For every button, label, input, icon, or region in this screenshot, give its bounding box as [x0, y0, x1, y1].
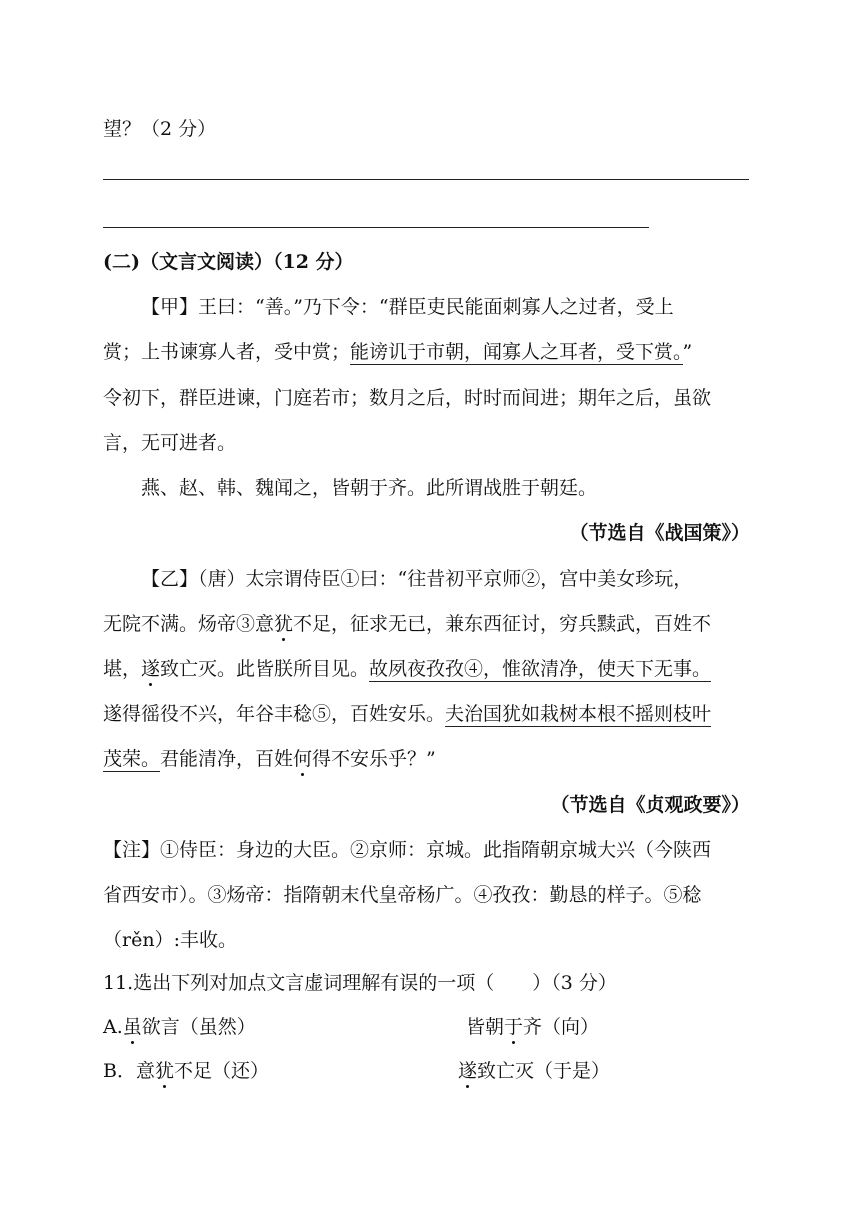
dotted-char-sui: 遂 [141, 658, 161, 680]
dotted-char-sui2: 虽 [122, 1016, 142, 1038]
dotted-char-yu: 于 [504, 1016, 524, 1038]
option-b-right-text: 致亡灭（于是） [477, 1060, 611, 1082]
yi-line-3-text-a: 堪， [103, 658, 142, 680]
q11-stem: 11.选出下列对加点文言虚词理解有误的一项（ ）（3 分） [103, 972, 617, 994]
yi-line-5-text-b: 得不安乐乎？” [312, 748, 436, 770]
jia-line-4: 言，无可进者。 [103, 432, 237, 454]
q11-option-a-right [466, 1014, 599, 1040]
option-a-label: A. [103, 1016, 123, 1038]
yi-line-5-text-a: 君能清净，百姓 [160, 748, 294, 770]
yi-line-2 [103, 611, 711, 637]
q11-option-a-left [103, 1014, 256, 1040]
option-a-right-pre: 皆朝 [466, 1016, 505, 1038]
option-b-label: B．意 [103, 1060, 155, 1082]
note-line-3: （rěn）:丰收。 [103, 929, 237, 951]
yi-line-3-text-b: 致亡灭。此皆朕所目见。 [160, 658, 370, 680]
yi-line-4-text: 遂得徭役不兴，年谷丰稔⑤，百姓安乐。 [103, 703, 446, 725]
dotted-char-sui3: 遂 [458, 1060, 478, 1082]
yi-line-4 [103, 701, 711, 727]
jia-line-2-text: 赏；上书谏寡人者，受中赏； [103, 341, 351, 363]
answer-line-2 [103, 227, 649, 228]
option-a-right-text: 齐（向） [523, 1016, 600, 1038]
q10-tail: 望？（2 分） [103, 118, 217, 140]
dotted-char-you: 犹 [274, 613, 294, 635]
jia-line-2 [103, 339, 692, 365]
jia-line-2-quote: ” [682, 341, 693, 363]
jia-line-1: 【甲】王曰：“善。”乃下令：“群臣吏民能面刺寡人之过者，受上 [141, 296, 674, 318]
note-line-2: 省西安市）。③炀帝：指隋朝末代皇帝杨广。④孜孜：勤恳的样子。⑤稔 [103, 884, 702, 906]
dotted-char-he: 何 [293, 748, 313, 770]
section2-title: (二)（文言文阅读）（12 分） [103, 251, 354, 273]
jia-underlined-sentence: 能谤讥于市朝，闻寡人之耳者，受下赏。 [350, 341, 683, 363]
jia-source: （节选自《战国策》） [569, 522, 750, 544]
dotted-char-you2: 犹 [154, 1060, 174, 1082]
option-b-left-text: 不足（还） [173, 1060, 269, 1082]
answer-line-1 [103, 179, 749, 180]
yi-line-3 [103, 656, 711, 682]
yi-line-2-text-a: 无院不满。炀帝③意 [103, 613, 275, 635]
yi-line-2-text-b: 不足，征求无已，兼东西征讨，穷兵黩武，百姓不 [293, 613, 712, 635]
jia-line-5: 燕、赵、韩、魏闻之，皆朝于齐。此所谓战胜于朝廷。 [141, 477, 598, 499]
q11-option-b-left [103, 1058, 269, 1084]
yi-source: （节选自《贞观政要》） [550, 794, 750, 816]
note-line-1: 【注】①侍臣：身边的大臣。②京师：京城。此指隋朝京城大兴（今陕西 [103, 839, 712, 861]
yi-line-5 [103, 746, 436, 772]
yi-underlined-sentence-1: 故夙夜孜孜④，惟欲清净，使天下无事。 [369, 658, 712, 680]
yi-underlined-sentence-2-end: 茂荣。 [103, 748, 161, 770]
jia-line-3: 令初下，群臣进谏，门庭若市；数月之后，时时而间进；期年之后，虽欲 [103, 387, 712, 409]
yi-line-1: 【乙】（唐）太宗谓侍臣①曰：“往昔初平京师②，宫中美女珍玩， [141, 568, 693, 590]
q11-option-b-right [458, 1058, 610, 1084]
yi-underlined-sentence-2: 夫治国犹如栽树本根不摇则枝叶 [445, 703, 712, 725]
option-a-left-text: 欲言（虽然） [141, 1016, 256, 1038]
